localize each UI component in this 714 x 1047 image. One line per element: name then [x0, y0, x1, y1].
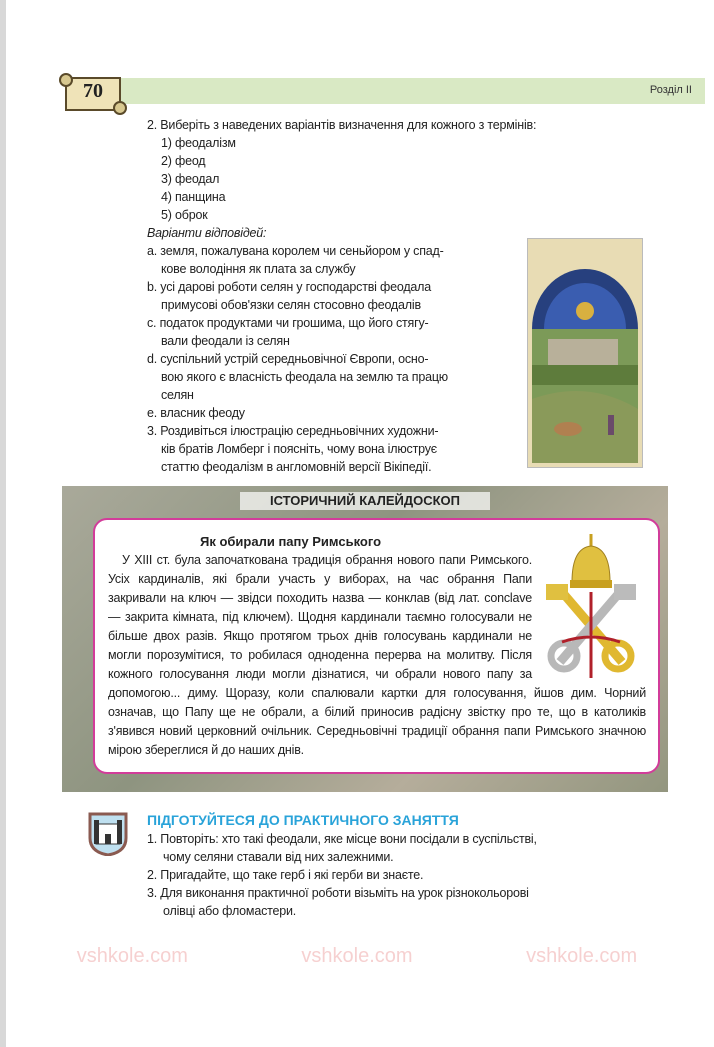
practice-line: олівці або фломастери. — [163, 904, 297, 918]
term: 1) феодалізм — [161, 136, 236, 150]
answer-line: c. податок продуктами чи грошима, що його стягу- — [147, 316, 429, 330]
medieval-illustration — [527, 238, 643, 468]
kaleidoscope-line: не могли порозумітися, то робилася одноденна перерва на — [108, 629, 532, 662]
kaleidoscope-line: збереглися й до наших днів. — [144, 743, 304, 757]
kaleidoscope-line: очільник. Середньовічні традиції обрання папи Римського значною мірою — [108, 724, 647, 757]
task3-line: 3. Роздивіться ілюстрацію середньовічних художни- — [147, 424, 439, 438]
term: 5) оброк — [161, 208, 208, 222]
practice-line: 3. Для виконання практичної роботи візьміть на урок різнокольорові — [147, 886, 529, 900]
kaleidoscope-line: папи Римського. Усіх кардиналів, які брали участь у виборах, — [108, 553, 532, 586]
page-edge — [0, 0, 6, 1047]
term: 3) феодал — [161, 172, 220, 186]
answer-line: d. суспільний устрій середньовічної Європи, осно- — [147, 352, 429, 366]
practice-line: 1. Повторіть: хто такі феодали, яке місце вони посідали в суспільстві, — [147, 832, 537, 846]
kaleidoscope-line: на час обрання Папи закривали на ключ — звідси походить — [108, 572, 532, 605]
practice-section — [86, 810, 674, 920]
term: 2) феод — [161, 154, 206, 168]
answer-line: кове володіння як плата за службу — [161, 262, 356, 276]
papal-coat-of-arms-icon — [542, 532, 640, 680]
task3-line: статтю феодалізм в англомовній версії Вікіпедії. — [161, 460, 432, 474]
answer-line: b. усі дарові роботи селян у господарстві феодала — [147, 280, 432, 294]
kaleidoscope-line: назва — конклав (від лат. conclave — закрита кімната, під — [108, 591, 533, 624]
header-band — [120, 78, 705, 104]
tasks-block: 2. Виберіть з наведених варіантів визначення для кожного з термінів: 1) феодалізм 2) феод 3) феодал 4) панщина 5) оброк Варіанти відповідей: a. земля, пожалувана королем чи сеньйором у спад- кове володіння як плата за службу b. усі дарові роботи селян у господарстві феодала примусові обов'язки селян стосовно феодалів c. податок продуктами чи грошима, що його стягу- вали феодали із селян d. суспільний устрій середньовічної Європи, осно- вою якого є власність феодала на землю та працю селян e. власник феоду 3. Роздивіться ілюстрацію середньовічних художни- ків братів Ломберг і поясніть, чому вона ілюструє статтю феодалізм в англомовній версії Вікіпедії. — [147, 116, 692, 476]
kaleidoscope-line: для голосування, йшов дим. Чорний означав, що Папу ще не обрали, а білий — [108, 686, 646, 719]
answer-line: селян — [161, 388, 194, 402]
kaleidoscope-heading: ІСТОРИЧНИЙ КАЛЕЙДОСКОП — [240, 492, 490, 510]
page-number: 70 — [83, 80, 103, 102]
watermark: vshkole.com — [526, 945, 638, 967]
kaleidoscope-line: молитву. Після кожного голосування люди могли дізнатися, — [108, 648, 532, 681]
watermark: vshkole.com — [76, 945, 188, 967]
kaleidoscope-box — [93, 518, 660, 774]
kaleidoscope-line: приносив радісну звістку про те, що в католиків з'явився новий церковний — [108, 705, 646, 738]
task2-prompt: 2. Виберіть з наведених варіантів визначення для кожного з термінів: — [147, 118, 537, 132]
practice-title: ПІДГОТУЙТЕСЯ ДО ПРАКТИЧНОГО ЗАНЯТТЯ — [147, 812, 459, 828]
answer-line: вали феодали із селян — [161, 334, 290, 348]
practice-line: 2. Пригадайте, що таке герб і які герби ви знаєте. — [147, 868, 424, 882]
answer-line: примусові обов'язки селян стосовно феодалів — [161, 298, 421, 312]
task3-line: ків братів Ломберг і поясніть, чому вона ілюструє — [161, 442, 437, 456]
answers-label: Варіанти відповідей — [147, 226, 264, 240]
watermark: vshkole.com — [301, 945, 413, 967]
kaleidoscope-line: ключем). Щодня кардинали таємно голосували не більше — [108, 610, 532, 643]
answer-line: e. власник феоду — [147, 406, 245, 420]
kaleidoscope-line: чи обрали нового папу за допомогою... диму. Щоразу, коли спалювали картки — [108, 667, 532, 700]
practice-line: чому селяни ставали від них залежними. — [163, 850, 394, 864]
answer-line: a. земля, пожалувана королем чи сеньйором у спад- — [147, 244, 444, 258]
section-label: Розділ II — [649, 84, 692, 96]
kaleidoscope-line: У XIII ст. була започаткована традиція обрання нового — [122, 553, 435, 567]
castle-shield-icon — [86, 810, 130, 856]
answer-line: вою якого є власність феодала на землю та працю — [161, 370, 448, 384]
page-header — [0, 0, 714, 116]
kaleidoscope-section — [62, 486, 668, 792]
kaleidoscope-line: двох разів. Якщо протягом трьох днів голосувань кардинали — [153, 629, 513, 643]
kaleidoscope-title: Як обирали папу Римського — [200, 534, 382, 549]
term: 4) панщина — [161, 190, 226, 204]
watermarks — [20, 944, 694, 968]
